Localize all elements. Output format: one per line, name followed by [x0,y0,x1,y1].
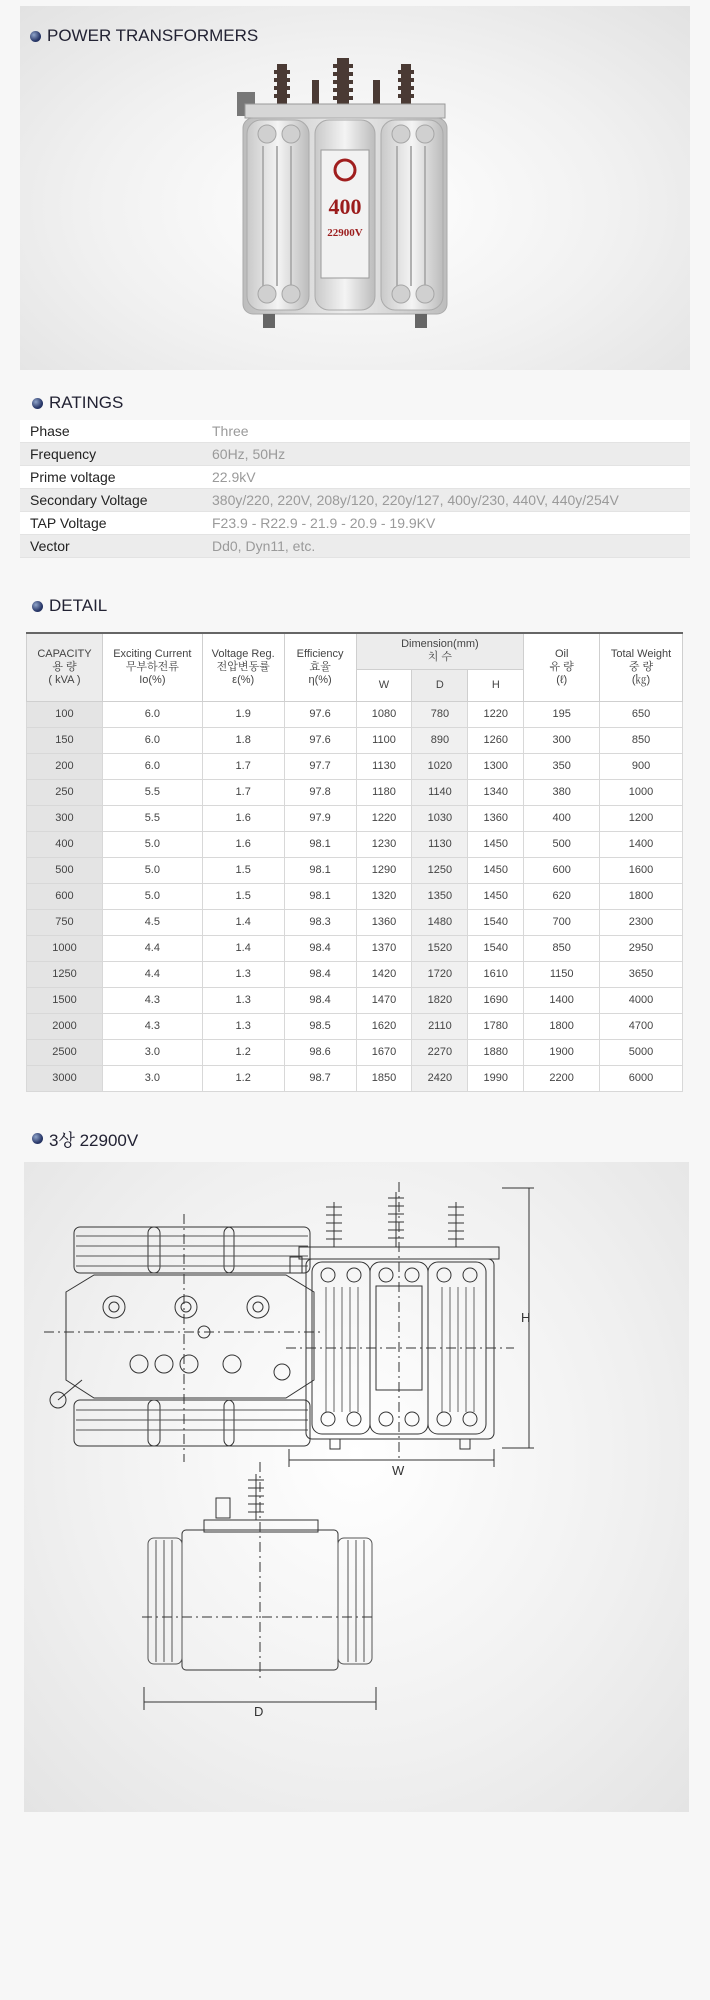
cell-dim-h: 1340 [468,779,524,805]
header-text: 치 수 [427,651,453,664]
cell-dim-w: 1130 [356,753,412,779]
table-row [27,779,683,805]
header-text: Voltage Reg. [211,647,275,660]
ratings-value: 380y/220, 220V, 208y/120, 220y/127, 400y/230, 440V, 440y/254V [212,492,619,508]
table-row [27,857,683,883]
cell-voltage-reg: 1.7 [202,779,284,805]
header-text: Efficiency [296,647,344,660]
cell-voltage-reg: 1.3 [202,961,284,987]
cell-dim-d: 780 [412,701,468,727]
header-text: ( kVA ) [48,673,81,686]
detail-table [26,632,683,1092]
cell-capacity: 150 [27,727,103,753]
cell-dim-d: 1020 [412,753,468,779]
cell-total-weight: 4000 [600,987,683,1013]
header-efficiency [284,633,356,701]
cell-capacity: 750 [27,909,103,935]
cell-exciting-current: 4.3 [102,987,202,1013]
ratings-value: F23.9 - R22.9 - 21.9 - 20.9 - 19.9KV [212,515,436,531]
cell-dim-w: 1620 [356,1013,412,1039]
cell-capacity: 1250 [27,961,103,987]
table-row [27,701,683,727]
cell-exciting-current: 4.3 [102,1013,202,1039]
cell-dim-h: 1260 [468,727,524,753]
cell-capacity: 200 [27,753,103,779]
table-row [27,909,683,935]
ratings-table [20,420,690,558]
cell-voltage-reg: 1.5 [202,857,284,883]
cell-total-weight: 3650 [600,961,683,987]
header-total-weight [600,633,683,701]
cell-dim-w: 1230 [356,831,412,857]
cell-capacity: 1500 [27,987,103,1013]
table-row [27,831,683,857]
cell-capacity: 300 [27,805,103,831]
cell-voltage-reg: 1.6 [202,805,284,831]
ratings-row-tap-voltage [20,512,690,535]
cell-total-weight: 1000 [600,779,683,805]
cell-total-weight: 1200 [600,805,683,831]
cell-capacity: 100 [27,701,103,727]
cell-oil: 2200 [524,1065,600,1091]
ratings-row-frequency [20,443,690,466]
cell-voltage-reg: 1.8 [202,727,284,753]
cell-voltage-reg: 1.3 [202,1013,284,1039]
cell-efficiency: 97.6 [284,701,356,727]
cell-efficiency: 97.8 [284,779,356,805]
cell-voltage-reg: 1.9 [202,701,284,727]
capacity-label: 400 [328,194,362,219]
cell-capacity: 1000 [27,935,103,961]
cell-dim-w: 1100 [356,727,412,753]
cell-oil: 350 [524,753,600,779]
cell-total-weight: 2300 [600,909,683,935]
table-row [27,935,683,961]
section-title-drawing [32,1126,138,1151]
cell-dim-w: 1850 [356,1065,412,1091]
table-row [27,961,683,987]
cell-exciting-current: 4.4 [102,935,202,961]
cell-total-weight: 5000 [600,1039,683,1065]
cell-dim-h: 1360 [468,805,524,831]
outline-drawing-svg [24,1162,689,1812]
ratings-row-secondary-voltage [20,489,690,512]
cell-efficiency: 97.9 [284,805,356,831]
cell-efficiency: 97.6 [284,727,356,753]
cell-voltage-reg: 1.7 [202,753,284,779]
cell-dim-h: 1540 [468,909,524,935]
cell-dim-d: 2270 [412,1039,468,1065]
cell-dim-w: 1370 [356,935,412,961]
cell-dim-w: 1420 [356,961,412,987]
cell-capacity: 2000 [27,1013,103,1039]
header-text: Dimension(mm) [401,638,479,651]
ratings-row-prime-voltage [20,466,690,489]
cell-exciting-current: 5.5 [102,779,202,805]
header-exciting-current [102,633,202,701]
header-text: 전압변동률 [216,660,270,673]
bullet-icon [32,601,43,612]
header-oil [524,633,600,701]
header-dim-w: W [356,669,412,701]
header-text: (㎏) [631,673,651,686]
cell-dim-d: 1350 [412,883,468,909]
cell-exciting-current: 4.5 [102,909,202,935]
ratings-value: 22.9kV [212,469,256,485]
cell-dim-h: 1990 [468,1065,524,1091]
cell-exciting-current: 6.0 [102,701,202,727]
cell-oil: 1900 [524,1039,600,1065]
header-text: Io(%) [139,673,166,686]
cell-total-weight: 6000 [600,1065,683,1091]
table-row [27,727,683,753]
header-text: Total Weight [610,647,672,660]
detail-title: DETAIL [49,596,108,615]
cell-dim-h: 1690 [468,987,524,1013]
cell-voltage-reg: 1.4 [202,909,284,935]
header-text: 용 량 [52,660,77,673]
cell-oil: 500 [524,831,600,857]
cell-dim-h: 1540 [468,935,524,961]
cell-efficiency: 98.4 [284,987,356,1013]
ratings-row-phase [20,420,690,443]
cell-dim-w: 1320 [356,883,412,909]
ratings-label: Frequency [30,446,97,462]
ratings-title: RATINGS [49,393,124,412]
cell-oil: 620 [524,883,600,909]
cell-oil: 600 [524,857,600,883]
technical-drawing [24,1162,689,1812]
ratings-label: Vector [30,538,70,554]
cell-voltage-reg: 1.3 [202,987,284,1013]
cell-total-weight: 1600 [600,857,683,883]
cell-exciting-current: 5.0 [102,831,202,857]
header-text: η(%) [308,673,332,686]
cell-efficiency: 98.6 [284,1039,356,1065]
transformer-photo [225,56,465,356]
section-title-detail [32,596,107,616]
cell-dim-w: 1080 [356,701,412,727]
cell-exciting-current: 5.0 [102,857,202,883]
cell-capacity: 600 [27,883,103,909]
cell-oil: 1150 [524,961,600,987]
header-text: 중 량 [628,660,654,673]
bullet-icon [32,398,43,409]
detail-table-body [27,701,683,1091]
cell-efficiency: 98.1 [284,857,356,883]
cell-dim-h: 1220 [468,701,524,727]
ratings-label: Phase [30,423,70,439]
cell-voltage-reg: 1.5 [202,883,284,909]
table-row [27,883,683,909]
cell-total-weight: 850 [600,727,683,753]
header-text: Oil [554,647,569,660]
cell-voltage-reg: 1.2 [202,1065,284,1091]
cell-dim-d: 1250 [412,857,468,883]
cell-total-weight: 650 [600,701,683,727]
cell-exciting-current: 5.5 [102,805,202,831]
cell-total-weight: 1800 [600,883,683,909]
cell-oil: 850 [524,935,600,961]
cell-dim-d: 1130 [412,831,468,857]
ratings-value: 60Hz, 50Hz [212,446,286,462]
cell-dim-w: 1290 [356,857,412,883]
cell-efficiency: 97.7 [284,753,356,779]
cell-oil: 1800 [524,1013,600,1039]
cell-dim-w: 1360 [356,909,412,935]
header-text: (ℓ) [556,673,568,686]
cell-dim-d: 1720 [412,961,468,987]
cell-oil: 300 [524,727,600,753]
cell-dim-h: 1300 [468,753,524,779]
cell-capacity: 2500 [27,1039,103,1065]
cell-efficiency: 98.4 [284,935,356,961]
header-voltage-reg [202,633,284,701]
power-transformers-title: POWER TRANSFORMERS [47,26,259,45]
table-row [27,1065,683,1091]
ratings-row-vector [20,535,690,558]
header-text: ε(%) [232,673,255,686]
dimension-h-label: H [521,1310,531,1325]
ratings-label: Prime voltage [30,469,116,485]
cell-dim-d: 1520 [412,935,468,961]
side-view [142,1462,376,1710]
product-hero [20,6,690,370]
cell-exciting-current: 3.0 [102,1039,202,1065]
cell-dim-d: 2420 [412,1065,468,1091]
drawing-title: 3상 22900V [49,1131,139,1150]
cell-exciting-current: 4.4 [102,961,202,987]
cell-efficiency: 98.3 [284,909,356,935]
dimension-w-label: W [392,1463,405,1478]
header-dimension [356,633,524,669]
ratings-value: Dd0, Dyn11, etc. [212,538,316,554]
cell-total-weight: 4700 [600,1013,683,1039]
cell-exciting-current: 6.0 [102,727,202,753]
cell-dim-d: 1820 [412,987,468,1013]
ratings-label: TAP Voltage [30,515,107,531]
section-title-power-transformers [30,26,258,46]
header-dim-h: H [468,669,524,701]
cell-exciting-current: 5.0 [102,883,202,909]
cell-efficiency: 98.7 [284,1065,356,1091]
cell-oil: 195 [524,701,600,727]
cell-voltage-reg: 1.2 [202,1039,284,1065]
dimension-d-label: D [254,1704,264,1719]
header-text: 무부하전류 [125,660,179,673]
header-capacity [27,633,103,701]
cell-dim-d: 2110 [412,1013,468,1039]
table-row [27,753,683,779]
cell-exciting-current: 3.0 [102,1065,202,1091]
bullet-icon [30,31,41,42]
header-text: 유 량 [549,660,574,673]
table-row [27,805,683,831]
header-text: Exciting Current [113,647,192,660]
cell-capacity: 500 [27,857,103,883]
ratings-value: Three [212,423,249,439]
cell-total-weight: 2950 [600,935,683,961]
cell-dim-h: 1880 [468,1039,524,1065]
cell-efficiency: 98.5 [284,1013,356,1039]
cell-oil: 400 [524,805,600,831]
cell-total-weight: 1400 [600,831,683,857]
front-view [286,1182,534,1467]
bullet-icon [32,1133,43,1144]
cell-dim-h: 1780 [468,1013,524,1039]
cell-dim-h: 1450 [468,883,524,909]
cell-efficiency: 98.4 [284,961,356,987]
cell-dim-d: 1030 [412,805,468,831]
cell-exciting-current: 6.0 [102,753,202,779]
cell-voltage-reg: 1.4 [202,935,284,961]
cell-efficiency: 98.1 [284,831,356,857]
table-row [27,1013,683,1039]
cell-dim-h: 1450 [468,831,524,857]
cell-dim-h: 1610 [468,961,524,987]
cell-efficiency: 98.1 [284,883,356,909]
header-text: 효율 [309,660,331,673]
cell-total-weight: 900 [600,753,683,779]
ratings-label: Secondary Voltage [30,492,148,508]
cell-dim-d: 890 [412,727,468,753]
voltage-label: 22900V [327,227,363,239]
cell-dim-w: 1180 [356,779,412,805]
cell-oil: 1400 [524,987,600,1013]
cell-oil: 380 [524,779,600,805]
cell-capacity: 3000 [27,1065,103,1091]
cell-capacity: 250 [27,779,103,805]
cell-dim-w: 1470 [356,987,412,1013]
table-row [27,1039,683,1065]
section-title-ratings [32,393,123,413]
cell-capacity: 400 [27,831,103,857]
cell-oil: 700 [524,909,600,935]
header-dim-d: D [412,669,468,701]
table-row [27,987,683,1013]
header-text: CAPACITY [37,647,92,660]
cell-dim-d: 1480 [412,909,468,935]
cell-dim-w: 1220 [356,805,412,831]
cell-dim-d: 1140 [412,779,468,805]
cell-dim-h: 1450 [468,857,524,883]
cell-voltage-reg: 1.6 [202,831,284,857]
top-view [44,1214,324,1462]
cell-dim-w: 1670 [356,1039,412,1065]
